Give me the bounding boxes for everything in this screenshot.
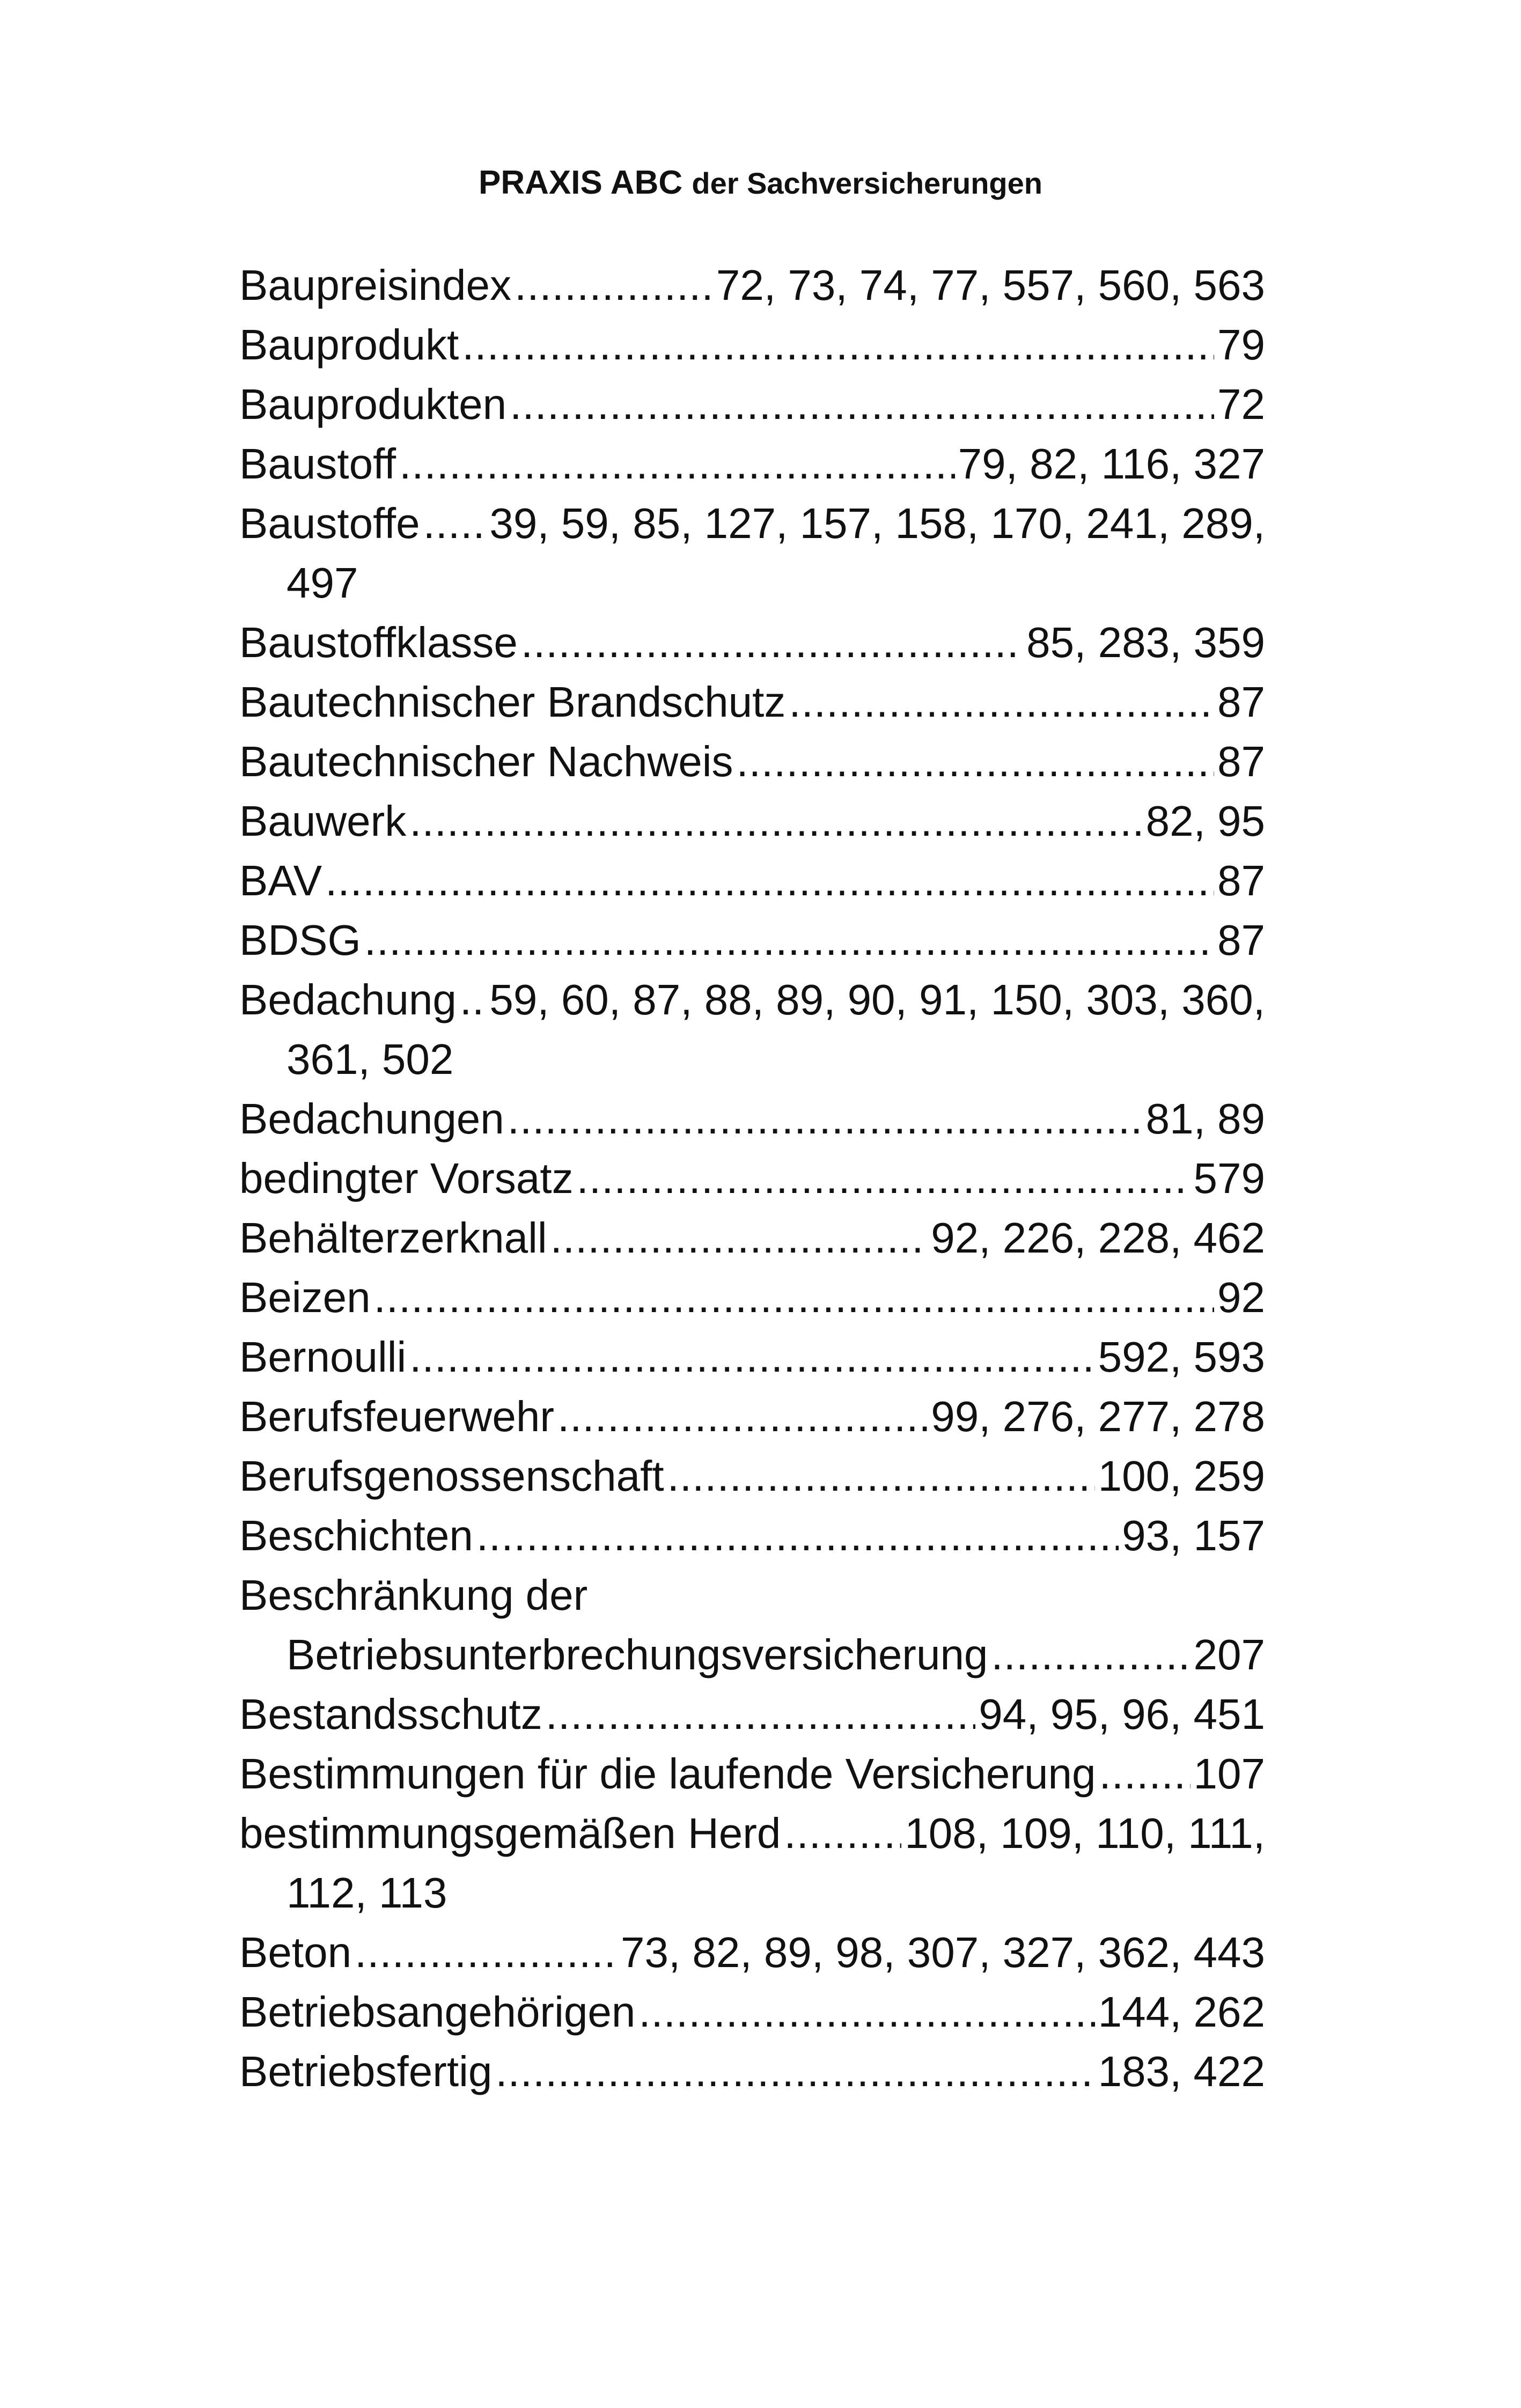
entry-term: Behälterzerknall: [239, 1214, 547, 1262]
index-entry: [239, 1565, 1265, 1684]
dot-leader: [667, 1446, 1095, 1506]
entry-term: Beschichten: [239, 1512, 473, 1559]
entry-pages: 107: [1193, 1750, 1265, 1798]
entry-pages: 207: [1193, 1631, 1265, 1678]
entry-pages: 108, 109, 110, 111,: [905, 1809, 1265, 1857]
index-entry: [239, 374, 1265, 434]
dot-leader: [476, 1506, 1119, 1565]
entry-pages: 87: [1217, 678, 1265, 726]
entry-term: BAV: [239, 857, 322, 904]
index-entry: [239, 494, 1265, 613]
entry-term: Berufsgenossenschaft: [239, 1452, 664, 1500]
entry-term: bestimmungsgemäßen Herd: [239, 1809, 781, 1857]
entry-pages: 94, 95, 96, 451: [979, 1690, 1265, 1738]
dot-leader: [460, 970, 487, 1029]
index-entry: [239, 791, 1265, 851]
index-entry: [239, 1387, 1265, 1446]
dot-leader: [409, 791, 1142, 851]
entry-pages: 183, 422: [1098, 2048, 1265, 2095]
entry-term: Betriebsfertig: [239, 2048, 493, 2095]
entry-term: Baustoffklasse: [239, 618, 518, 666]
index-entry: [239, 1446, 1265, 1506]
entry-term: Baustoff: [239, 440, 396, 488]
index-entry: [239, 1148, 1265, 1208]
index-entry: [239, 1744, 1265, 1803]
entry-term: Bauprodukten: [239, 380, 507, 428]
entry-term: Bestandsschutz: [239, 1690, 542, 1738]
dot-leader: [423, 494, 487, 553]
index-entry: [239, 1923, 1265, 1982]
index-entry: [239, 1982, 1265, 2042]
dot-leader: [409, 1327, 1094, 1387]
index-entry: [239, 1089, 1265, 1148]
entry-pages: 579: [1193, 1154, 1265, 1202]
dot-leader: [736, 732, 1214, 791]
entry-term: Beschränkung der: [239, 1571, 588, 1619]
entry-term: Bestimmungen für die laufende Versicherung: [239, 1750, 1096, 1798]
entry-term: Bauprodukt: [239, 321, 459, 369]
entry-pages: 92, 226, 228, 462: [931, 1214, 1265, 1262]
dot-leader: [784, 1803, 901, 1863]
entry-term: Beizen: [239, 1273, 371, 1321]
dot-leader: [577, 1148, 1191, 1208]
entry-pages: 73, 82, 89, 98, 307, 327, 362, 443: [620, 1928, 1265, 1976]
entry-term: Baustoffe: [239, 499, 420, 547]
dot-leader: [462, 315, 1214, 374]
entry-pages-continued: 361, 502: [286, 1035, 454, 1083]
entry-pages-continued: 497: [286, 559, 358, 607]
index-entry: [239, 1268, 1265, 1327]
entry-term: Bernoulli: [239, 1333, 407, 1381]
index-entry: [239, 732, 1265, 791]
dot-leader: [355, 1923, 618, 1982]
entry-term-continued: Betriebsunterbrechungsversicherung: [286, 1631, 988, 1678]
entry-pages: 81, 89: [1145, 1095, 1265, 1143]
index-entry: [239, 672, 1265, 732]
dot-leader: [495, 2042, 1094, 2101]
page-header: [0, 159, 1521, 208]
index-entry: [239, 434, 1265, 494]
index-entry: [239, 1506, 1265, 1565]
index-entry: [239, 910, 1265, 970]
entry-term: Bauwerk: [239, 797, 407, 845]
header-subtitle: der Sachversicherungen: [692, 166, 1042, 200]
entry-term: Bautechnischer Brandschutz: [239, 678, 786, 726]
entry-term: BDSG: [239, 916, 361, 964]
entry-pages: 93, 157: [1122, 1512, 1265, 1559]
entry-term: Bedachung: [239, 976, 457, 1023]
entry-term: Betriebsangehörigen: [239, 1988, 636, 2036]
index-entry: [239, 2042, 1265, 2101]
dot-leader: [521, 613, 1023, 672]
index-entry: [239, 1684, 1265, 1744]
header-title: PRAXIS ABC: [479, 164, 683, 201]
dot-leader: [508, 1089, 1143, 1148]
entry-pages: 144, 262: [1098, 1988, 1265, 2036]
entry-pages: 85, 283, 359: [1026, 618, 1265, 666]
dot-leader: [510, 374, 1214, 434]
dot-leader: [546, 1684, 975, 1744]
entry-pages: 39, 59, 85, 127, 157, 158, 170, 241, 289,: [489, 499, 1265, 547]
entry-term: Baupreisindex: [239, 261, 511, 309]
entry-term: Bautechnischer Nachweis: [239, 738, 733, 785]
entry-pages: 87: [1217, 738, 1265, 785]
index-entry: [239, 315, 1265, 374]
entry-term: bedingter Vorsatz: [239, 1154, 574, 1202]
entry-pages: 87: [1217, 916, 1265, 964]
index-entry: [239, 1803, 1265, 1923]
dot-leader: [550, 1208, 928, 1268]
entry-pages: 592, 593: [1098, 1333, 1265, 1381]
entry-pages: 82, 95: [1145, 797, 1265, 845]
entry-pages: 100, 259: [1098, 1452, 1265, 1500]
entry-pages: 87: [1217, 857, 1265, 904]
entry-pages: 59, 60, 87, 88, 89, 90, 91, 150, 303, 360,: [489, 976, 1265, 1023]
index-entry: [239, 1327, 1265, 1387]
entry-term: Bedachungen: [239, 1095, 504, 1143]
dot-leader: [325, 851, 1214, 910]
dot-leader: [557, 1387, 928, 1446]
index-entry: [239, 970, 1265, 1089]
dot-leader: [991, 1625, 1190, 1684]
dot-leader: [374, 1268, 1214, 1327]
entry-pages: 72, 73, 74, 77, 557, 560, 563: [716, 261, 1265, 309]
index-list: [239, 255, 1265, 2101]
entry-pages: 92: [1217, 1273, 1265, 1321]
entry-term: Berufsfeuerwehr: [239, 1393, 554, 1440]
dot-leader: [364, 910, 1214, 970]
entry-pages-continued: 112, 113: [286, 1869, 447, 1917]
dot-leader: [789, 672, 1214, 732]
index-entry: [239, 613, 1265, 672]
entry-pages: 79, 82, 116, 327: [958, 440, 1265, 488]
entry-pages: 72: [1217, 380, 1265, 428]
entry-pages: 79: [1217, 321, 1265, 369]
entry-pages: 99, 276, 277, 278: [931, 1393, 1265, 1440]
index-entry: [239, 851, 1265, 910]
entry-term: Beton: [239, 1928, 352, 1976]
dot-leader: [399, 434, 955, 494]
dot-leader: [1099, 1744, 1191, 1803]
index-entry: [239, 255, 1265, 315]
dot-leader: [638, 1982, 1094, 2042]
dot-leader: [515, 255, 713, 315]
index-entry: [239, 1208, 1265, 1268]
